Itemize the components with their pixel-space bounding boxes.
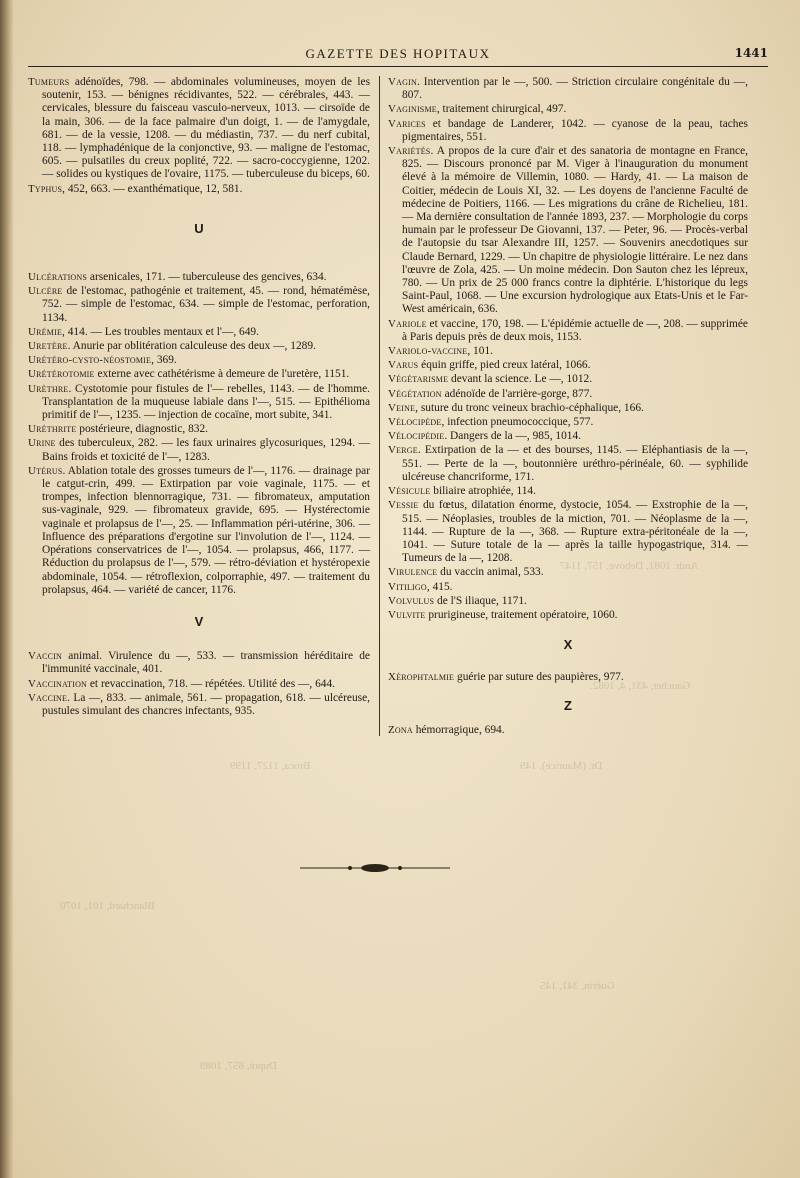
entry-heading: Vélocipédie [388,430,445,443]
entries-x [388,671,748,684]
entry-heading: Volvulus [388,594,435,607]
index-entry [388,416,748,429]
entry-heading: Variétés [388,145,431,158]
running-header [28,46,768,67]
entry-heading: Urétérotomie [28,368,95,381]
entry-text: . La —, 833. — animale, 561. — propagation, 618. — ulcéreuse, pustules simulant des chancres infectants, 935. [42,691,370,717]
index-entry [388,145,748,317]
page-number: 1441 [734,46,768,60]
entry-heading: Uréthrite [28,423,77,436]
entry-text: , suture du tronc veineux brachio-céphalique, 166. [415,401,644,414]
show-through-text: Guérin, 341, 145 [540,980,615,992]
entry-heading: Vagin [388,76,417,88]
show-through-text: Dr. (Maurice). 149 [520,760,603,772]
entry-text: . Anurie par oblitération calculeuse des deux —, 1289. [67,340,316,353]
index-entry [388,76,748,102]
column-divider [379,76,380,736]
entry-heading: Utérus [28,464,63,477]
entries-t [28,76,370,196]
entry-text: arsenicales, 171. — tuberculeuse des gencives, 634. [87,271,327,284]
entry-heading: Urèthre [28,382,69,395]
index-entry [28,340,370,353]
index-entry [388,566,748,579]
entry-heading: Zona [388,723,413,736]
index-entry [388,595,748,608]
entries-v-continued [388,76,748,622]
index-entry [388,118,748,144]
entry-text: , 452, 663. — exanthématique, 12, 581. [62,182,243,195]
entries-u [28,271,370,597]
entry-text: adénoïdes, 798. — abdominales volumineuses, moyen de les soutenir, 153. — bénignes récidivantes, 522. — cérébrales, 443. — cervicales, blessure du faisceau vasculo-nerveux, 1013. — cirsoïde de la main, 306. — de la face palmaire d'un doigt, 1. — de l'amygdale, 681. — de la vessie, 1208. — du médiastin, 737. — du nerf cubital, 118. — lymphadénique de la conjonctive, 93. — maligne de l'estomac, 605. — pulsatiles du creux poplité, 722. — sacro-coccygienne, 1202. — solides ou kystiques de l'ovaire, 1175. — tuberculeuse du biceps, 60. [42,76,370,181]
entry-text: du fœtus, dilatation énorme, dystocie, 1054. — Exstrophie de la —, 515. — Néoplasies, troubles de la miction, 701. — Néoplasme de la —, 1144. — Rupture de la —, 368. — Rupture extra-péritonéale de la —, 1041. — Suture totale de la — après la taille hypogastrique, 314. — Tumeurs de la —, 1208. [402,499,748,565]
index-entry [28,368,370,381]
index-entry [28,271,370,284]
entry-heading: Typhus [28,182,63,195]
index-entry [28,76,370,182]
entry-text: des tuberculeux, 282. — les faux urinaires glycosuriques, 1294. — Bains froids et toxicité de l'—, 1283. [42,437,370,463]
entry-text: , 101. [467,345,493,358]
entry-text: , traitement chirurgical, 497. [436,103,567,116]
entry-heading: Variole [388,317,427,330]
entry-text: , 415. [426,580,453,593]
index-entry [388,359,748,372]
entry-heading: Vélocipède [388,416,442,429]
binding-shadow [0,0,14,1178]
index-entry [28,692,370,718]
section-letter-z: Z [564,697,572,713]
index-entry [388,103,748,116]
show-through-text: Broca, 1127, 1199 [230,760,311,772]
show-through-text: Gaucher, 431, 4, 1082. [590,680,691,692]
entry-text: et vaccine, 170, 198. — L'épidémie actuelle de —, 208. — supprimée à Paris depuis près de deux mois, 1153. [402,317,748,343]
entries-z [388,724,748,737]
entry-heading: Varices [388,117,426,130]
entry-text: animal. Virulence du —, 533. — transmission héréditaire de l'immunité vaccinale, 401. [42,650,370,676]
entry-text: postérieure, diagnostic, 832. [76,423,208,436]
entry-text: guérie par suture des paupières, 977. [454,671,624,684]
entry-text: de l'S iliaque, 1171. [434,594,527,607]
index-entry [388,388,748,401]
index-entry [28,383,370,423]
index-entry [388,671,748,684]
index-entry [388,485,748,498]
index-entry [388,402,748,415]
entry-text: . Cystotomie pour fistules de l'— rebelles, 1143. — de l'homme. Transplantation de la muqueuse labiale dans l'—, 515. — Epithélioma primitif de l'—, 1235. — injection de cocaïne, mort subite, 341. [42,382,370,422]
entry-text: externe avec cathétérisme à demeure de l'uretère, 1151. [94,368,350,381]
left-column [28,76,370,719]
entry-text: . A propos de la cure d'air et des sanatoria de montagne en France, 825. — Discours prononcé par M. Viger à l'inauguration du monument élevé à la mémoire de Villemin, 1080. — Hardy, 41. — La maison de Coitier, médecin de Louis XI, 32. — Les doyens de l'ancienne Faculté de médecine de Poitiers, 1166. — Les migrations du crâne de Richelieu, 181. — Ma dernière consultation de l'année 1893, 237. — Morphologie du corps humain par le professeur De Giovanni, 137. — Peter, 96. — Procès-verbal de l'autopsie du tsar Alexandre III, 1257. — Souvenirs anecdotiques sur Claude Bernard, 1229. — Un chapitre de physiologie littéraire. Le nez dans l'œuvre de Zola, 425. — Un moine médecin. Don Sauton chez les lépreux, 780. — Un prix de 25 000 francs contre la diphtérie. L'historique du legs Saint-Paul, 1068. — Une excursion hydrologique aux Etats-Unis et le Far-West américain, 636. [402,145,748,316]
index-entry [28,678,370,691]
index-entry [388,373,748,386]
entry-heading: Verge [388,444,418,457]
entry-heading: Uretère [28,340,68,353]
entry-text: équin griffe, pied creux latéral, 1066. [418,359,591,372]
entry-text: prurigineuse, traitement opératoire, 1060. [425,608,618,621]
entry-heading: Ulcérations [28,271,88,284]
entry-text: de l'estomac, pathogénie et traitement, 45. — rond, hématémèse, 752. — simple de l'estomac, 634. — simple de l'estomac, perforation, 1134. [42,285,370,324]
entry-heading: Vaginisme [388,103,437,116]
entry-heading: Variolo-vaccine [388,345,468,358]
entry-heading: Vaccine [28,691,68,704]
entry-heading: Vessie [388,499,419,512]
index-entry [388,724,748,737]
entry-heading: Végétation [388,387,442,400]
entry-heading: Virulence [388,566,438,579]
entry-text: hémorragique, 694. [412,723,505,736]
index-entry [28,423,370,436]
entry-text: , 369. [151,354,177,367]
show-through-text: Blanchard, 101, 1070 [60,900,155,912]
entry-text: . Intervention par le —, 500. — Striction circulaire congénitale du —, 807. [402,76,748,102]
index-entry [28,465,370,597]
entry-heading: Urémie [28,325,63,338]
index-entry [28,285,370,325]
entry-heading: Tumeurs [28,76,70,88]
index-entry [388,345,748,358]
entry-heading: Vaccin [28,650,63,663]
end-ornament [300,862,450,874]
index-entry [388,444,748,484]
entry-heading: Varus [388,359,419,372]
entry-text: , 414. — Les troubles mentaux et l'—, 649. [62,325,259,338]
entry-text: biliaire atrophiée, 114. [430,485,536,498]
index-entry [28,326,370,339]
entries-v [28,650,370,718]
entry-heading: Vulvite [388,608,426,621]
index-entry [388,609,748,622]
index-entry [388,318,748,344]
section-letter-v: V [194,613,204,629]
entry-heading: Végétarisme [388,373,449,386]
entry-text: . Extirpation de la — et des bourses, 1145. — Eléphantiasis de la —, 551. — Perte de la —, boutonnière uréthro-périnéale, 60. — syphilide ulcéreuse chancriforme, 171. [402,444,748,483]
entry-heading: Urétéro-cysto-néostomie [28,354,152,367]
entry-text: , infection pneumococcique, 577. [441,416,594,429]
index-entry [388,499,748,565]
entry-heading: Xérophtalmie [388,671,455,684]
section-letter-x: X [563,637,573,653]
entry-text: adénoïde de l'arrière-gorge, 877. [441,387,593,400]
entry-heading: Vésicule [388,485,431,498]
entry-text: et revaccination, 718. — répétées. Utilité des —, 644. [87,677,336,690]
entry-heading: Veine [388,401,416,414]
journal-title: GAZETTE DES HOPITAUX [305,46,491,61]
index-entry [388,430,748,443]
show-through-text: Andr. 1081, Debove, 157, 1147 [560,560,699,572]
entry-text: et bandage de Landerer, 1042. — cyanose de la peau, taches pigmentaires, 551. [402,117,748,143]
entry-text: du vaccin animal, 533. [437,566,544,579]
entry-text: devant la science. Le —, 1012. [448,373,593,386]
entry-heading: Ulcère [28,285,63,298]
index-entry [28,650,370,676]
index-entry [28,437,370,463]
right-column [388,76,748,738]
index-entry [388,581,748,594]
index-entry [28,183,370,196]
show-through-text: Dupré, 857, 1089 [200,1060,277,1072]
entry-text: . Ablation totale des grosses tumeurs de l'—, 1176. — drainage par le catgut-crin, 499. — Extirpation par voie vaginale, 1175. — et trompes, infection blennorragique, 731. — fibromateux, amputation sus-vaginale, 929. — fibromateux gravide, 695. — Hystérectomie vaginale et prolapsus de l'—, 25. — Inflammation péri-utérine, 306. — Influence des préparations d'ergotine sur l'involution de l'—, 1124. — Opérations conservatrices de l'—, 1054. — prolapsus, 466, 1177. — Réduction du prolapsus de l'—, 579. — rétro-déviation et hystéropexie abdominale, 1054. — rétroflexion, colporraphie, 497. — traitement du prolapsus, 464. — variété de cancer, 1176. [42,464,370,596]
section-letter-u: U [194,220,204,236]
index-entry [28,354,370,367]
entry-heading: Vitiligo [388,580,427,593]
entry-text: . Dangers de la —, 985, 1014. [444,430,582,443]
entry-heading: Vaccination [28,677,88,690]
entry-heading: Urine [28,437,56,450]
